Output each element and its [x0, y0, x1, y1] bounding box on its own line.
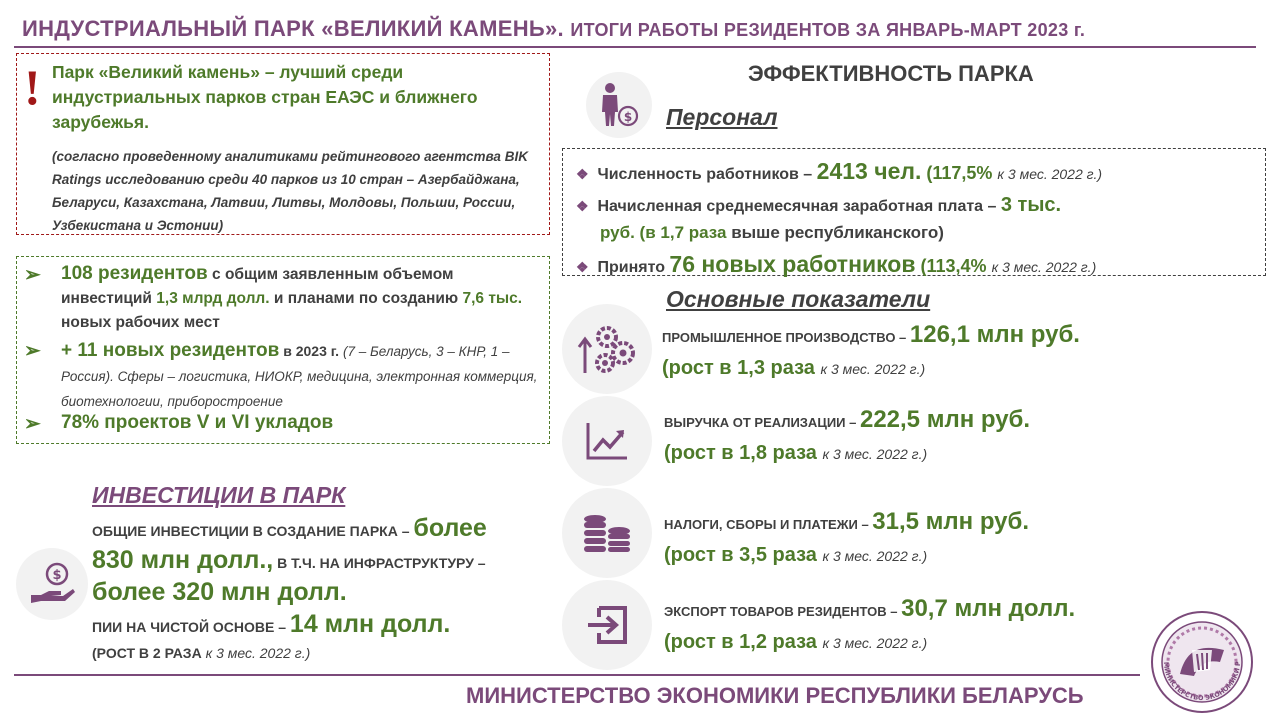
efficiency-heading: ЭФФЕКТИВНОСТЬ ПАРКА	[748, 61, 1034, 86]
diamond-bullet-icon: ❖	[576, 198, 589, 214]
indicator-export: ЭКСПОРТ ТОВАРОВ РЕЗИДЕНТОВ – 30,7 млн долл. (рост в 1,2 раза к 3 мес. 2022 г.)	[664, 595, 1076, 653]
residents-item-1: ➢ 108 резидентов с общим заявленным объемом инвестиций 1,3 млрд долл. и планами по созданию 7,6 тыс. новых рабочих мест	[24, 263, 523, 331]
indicator-taxes: НАЛОГИ, СБОРЫ И ПЛАТЕЖИ – 31,5 млн руб. (рост в 3,5 раза к 3 мес. 2022 г.)	[664, 508, 1030, 566]
intro-note: (согласно проведенному аналитиками рейтингового агентства BIK Ratings исследованию среди 40 парков из 10 стран – Азербайджана, Беларуси, Казахстана, Латвии, Литвы, Молдовы, Польши, России, Узбекистана и Эстонии)	[52, 149, 528, 233]
ministry-name: МИНИСТЕРСТВО ЭКОНОМИКИ РЕСПУБЛИКИ БЕЛАРУСЬ	[466, 683, 1084, 708]
investment-icon-circle	[16, 548, 88, 620]
arrow-bullet-icon: ➢	[24, 340, 41, 362]
personnel-heading: Персонал	[666, 104, 778, 130]
personnel-list	[576, 156, 1256, 283]
indicators-heading: Основные показатели	[666, 286, 931, 312]
indicator-icon-circle	[562, 488, 652, 578]
personnel-item-hired: ❖ Принято 76 новых работников (113,4% к 3 мес. 2022 г.)	[576, 251, 1097, 277]
personnel-item-salary: ❖ Начисленная среднемесячная заработная плата – 3 тыс. руб. (в 1,7 раза выше республиканского)	[576, 194, 1062, 242]
svg-text:$: $	[52, 568, 62, 583]
person-money-icon	[598, 82, 640, 128]
gears-arrow-icon	[577, 321, 637, 377]
page-title: ИНДУСТРИАЛЬНЫЙ ПАРК «ВЕЛИКИЙ КАМЕНЬ». ИТОГИ РАБОТЫ РЕЗИДЕНТОВ ЗА ЯНВАРЬ-МАРТ 2023 г.	[22, 16, 1086, 41]
indicator-revenue: ВЫРУЧКА ОТ РЕАЛИЗАЦИИ – 222,5 млн руб. (рост в 1,8 раза к 3 мес. 2022 г.)	[664, 406, 1031, 464]
svg-text:МИНИСТЕРСТВО ЭКОНОМИКИ РЕСПУБЛ: МИНИСТЕРСТВО ЭКОНОМИКИ Р	[1161, 661, 1243, 703]
diamond-bullet-icon: ❖	[576, 166, 589, 182]
line-chart-icon	[585, 421, 629, 461]
arrow-bullet-icon: ➢	[24, 413, 41, 435]
ministry-emblem	[1150, 610, 1254, 714]
intro-statement: Парк «Великий камень» – лучший среди индустриальных парков стран ЕАЭС и ближнего зарубежья.	[52, 62, 478, 132]
residents-item-3: ➢ 78% проектов V и VI укладов	[24, 412, 334, 435]
indicator-icon-circle	[562, 580, 652, 670]
coins-stack-icon	[581, 513, 633, 553]
indicator-production: ПРОМЫШЛЕННОЕ ПРОИЗВОДСТВО – 126,1 млн руб. (рост в 1,3 раза к 3 мес. 2022 г.)	[662, 321, 1080, 379]
indicator-icon-circle	[562, 304, 652, 394]
diamond-bullet-icon: ❖	[576, 259, 589, 275]
header-divider	[14, 46, 1256, 48]
export-icon	[585, 605, 629, 645]
exclamation-icon: !	[24, 59, 41, 115]
arrow-bullet-icon: ➢	[24, 264, 41, 286]
investments-text: ОБЩИЕ ИНВЕСТИЦИИ В СОЗДАНИЕ ПАРКА – более 830 млн долл., В Т.Ч. НА ИНФРАСТРУКТУРУ – более 320 млн долл. ПИИ НА ЧИСТОЙ ОСНОВЕ – 14 млн долл. (РОСТ В 2 РАЗА к 3 мес. 2022 г.)	[92, 514, 487, 661]
residents-item-2: ➢ + 11 новых резидентов в 2023 г. (7 – Беларусь, 3 – КНР, 1 – Россия). Сферы – логистика, НИОКР, медицина, электронная коммерция, биотехнологии, приборостроение	[24, 340, 538, 409]
footer-divider	[14, 674, 1140, 676]
emblem-icon	[1150, 610, 1254, 714]
hand-coin-icon	[27, 559, 77, 609]
indicator-icon-circle	[562, 396, 652, 486]
personnel-icon-circle	[586, 72, 652, 138]
svg-text:$: $	[623, 110, 633, 124]
investments-heading: ИНВЕСТИЦИИ В ПАРК	[92, 482, 346, 508]
personnel-item-employees: ❖ Численность работников – 2413 чел. (117,5% к 3 мес. 2022 г.)	[576, 158, 1103, 184]
